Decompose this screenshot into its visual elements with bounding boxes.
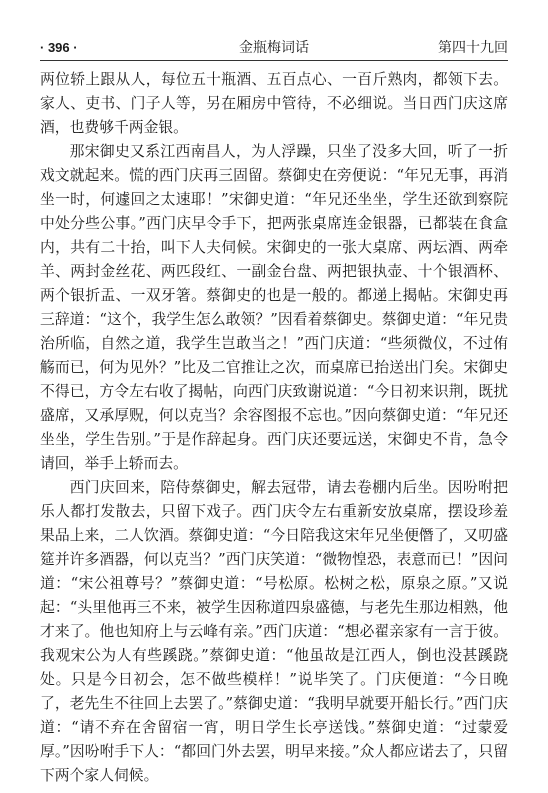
page-number: · 396 ·	[40, 40, 78, 55]
paragraph: 那宋御史又系江西南昌人，为人浮躁，只坐了没多大回，听了一折戏文就起来。慌的西门庆再三固留。蔡御史在旁便说：“年兄无事，再消坐一时，何遽回之太速耶！”宋御史道：“年兄还坐坐，学生还欲到察院中处分些公事。”西门庆早令手下，把两张桌席连金银器，已都装在食盒内，共有二十抬，叫下人夫伺候。宋御史的一张大桌席、两坛酒、两牵羊、两封金丝花、两匹段红、一副金台盘、两把银执壶、十个银酒杯、两个银折盂、一双牙箸。蔡御史的也是一般的。都递上揭帖。宋御史再三辞道：“这个，我学生怎么敢领？”因看着蔡御史。蔡御史道：“年兄贵治所临，自然之道，我学生岂敢当之！”西门庆道：“些须微仪，不过侑觞而已，何为见外？”比及二官推让之次，而桌席已抬送出门矣。宋御史不得已，方令左右收了揭帖，向西门庆致谢说道：“今日初来识荆，既扰盛席，又承厚贶，何以克当？余容图报不忘也。”因向蔡御史道：“年兄还坐坐，学生告别。”于是作辞起身。西门庆还要远送，宋御史不肯，急令请回，举手上轿而去。	[40, 143, 508, 472]
paragraph: 西门庆回来，陪侍蔡御史，解去冠带，请去卷棚内后坐。因吩咐把乐人都打发散去，只留下戏子。西门庆令左右重新安放桌席，摆设珍羞果品上来，二人饮酒。蔡御史道：“今日陪我这宋年兄坐便僭了，又叨盛筵并许多酒器，何以克当？”西门庆笑道：“微物惶恐，表意而已！”因问道：“宋公祖尊号？”蔡御史道：“号松原。松树之松，原泉之原。”又说起：“头里他再三不来，被学生因称道四泉盛德，与老先生那边相熟，他才来了。他也知府上与云峰有亲。”西门庆道：“想必翟亲家有一言于彼。我观宋公为人有些蹊跷。”蔡御史道：“他虽故是江西人，倒也没甚蹊跷处。只是今日初会，怎不做些模样！”说毕笑了。门庆便道：“今日晚了，老先生不往回上去罢了。”蔡御史道：“我明早就要开船长行。”西门庆道：“请不弃在舍留宿一宵，明日学生长亭送饯。”蔡御史道：“过蒙爱厚。”因吩咐手下人：“都回门外去罢，明早来接。”众人都应诺去了，只留下两个家人伺候。	[40, 479, 508, 784]
body-text	[40, 68, 508, 788]
running-header	[40, 38, 508, 61]
book-title: 金瓶梅词话	[239, 40, 309, 56]
chapter-title: 第四十九回	[438, 40, 508, 56]
paragraph: 两位轿上跟从人，每位五十瓶酒、五百点心、一百斤熟肉，都领下去。家人、吏书、门子人等，另在厢房中管待，不必细说。当日西门庆这席酒，也费够千两金银。	[40, 71, 508, 136]
